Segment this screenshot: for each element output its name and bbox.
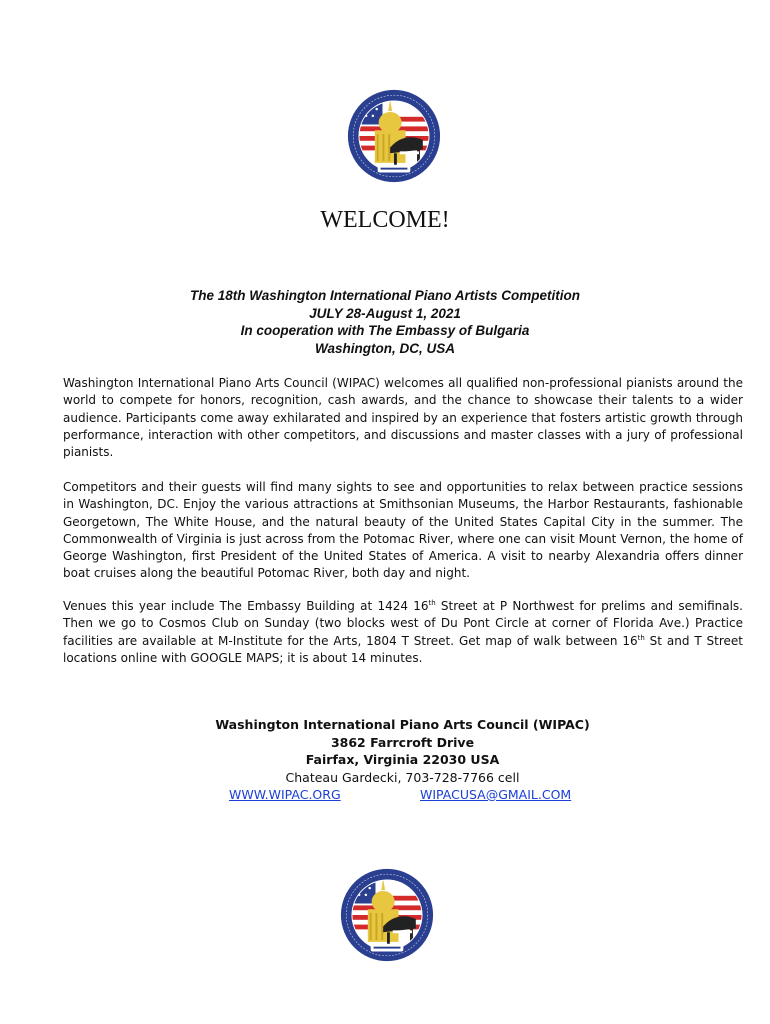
email-link[interactable]: WIPACUSA@GMAIL.COM	[420, 787, 572, 802]
page-title: WELCOME!	[320, 207, 450, 233]
ordinal-suffix: th	[637, 633, 645, 642]
competition-dates: JULY 28-August 1, 2021	[309, 305, 461, 321]
street-address: 3862 Farrcroft Drive	[330, 734, 475, 750]
organization-name: Washington International Piano Arts Council (WIPAC)	[215, 717, 590, 732]
sights-paragraph: Competitors and their guests will find many sights to see and opportunities to relax between practice sessions in Washington, DC. Enjoy the various attractions at Smithsonian Museums, the Harbor Restaurants, fashionable Georgetown, The White House, and the natural beauty of the United States Capital City in the summer. The Commonwealth of Virginia is just across from the Potomac River, where one can visit Mount Vernon, the home of George Washington, first President of the United States of America. A visit to nearby Alexandria offers dinner boat cruises along the beautiful Potomac River, both day and night.	[63, 480, 743, 581]
cooperation-line: In cooperation with The Embassy of Bulgaria	[240, 323, 530, 338]
ordinal-suffix: th	[428, 599, 436, 607]
seal-icon	[339, 867, 435, 963]
wipac-seal-logo-top	[346, 88, 442, 184]
contact-links	[0, 786, 770, 804]
contact-person: Chateau Gardecki, 703-728-7766 cell	[285, 769, 520, 785]
location-line: Washington, DC, USA	[315, 340, 455, 356]
website-link[interactable]: WWW.WIPAC.ORG	[229, 787, 341, 802]
venues-text-3: St and T Street locations online with GOOGLE MAPS; it is about 14 minutes.	[63, 633, 743, 665]
city-address: Fairfax, Virginia 22030 USA	[305, 752, 500, 767]
competition-name: The 18th Washington International Piano Artists Competition	[189, 288, 581, 303]
seal-icon	[346, 88, 442, 184]
intro-paragraph: Washington International Piano Arts Council (WIPAC) welcomes all qualified non-professional pianists around the world to compete for honors, recognition, cash awards, and the chance to showcase their talents to a wider audience. Participants come away exhilarated and inspired by an experience that fosters artistic growth through performance, interaction with other competitors, and discussions and master classes with a jury of professional pianists.	[63, 376, 743, 460]
wipac-seal-logo-bottom	[339, 867, 435, 963]
venues-paragraph	[63, 598, 743, 667]
competition-heading	[0, 287, 770, 357]
venues-text-1: Venues this year include The Embassy Building at 1424 16	[63, 599, 429, 613]
contact-block	[0, 716, 770, 804]
venues-text-2: Street at P Northwest for prelims and semifinals. Then we go to Cosmos Club on Sunday (two blocks west of Du Pont Circle at corner of Florida Ave.) Practice facilities are available at M-Institute for the Arts, 1804 T Street. Get map of walk between 16	[63, 599, 743, 648]
